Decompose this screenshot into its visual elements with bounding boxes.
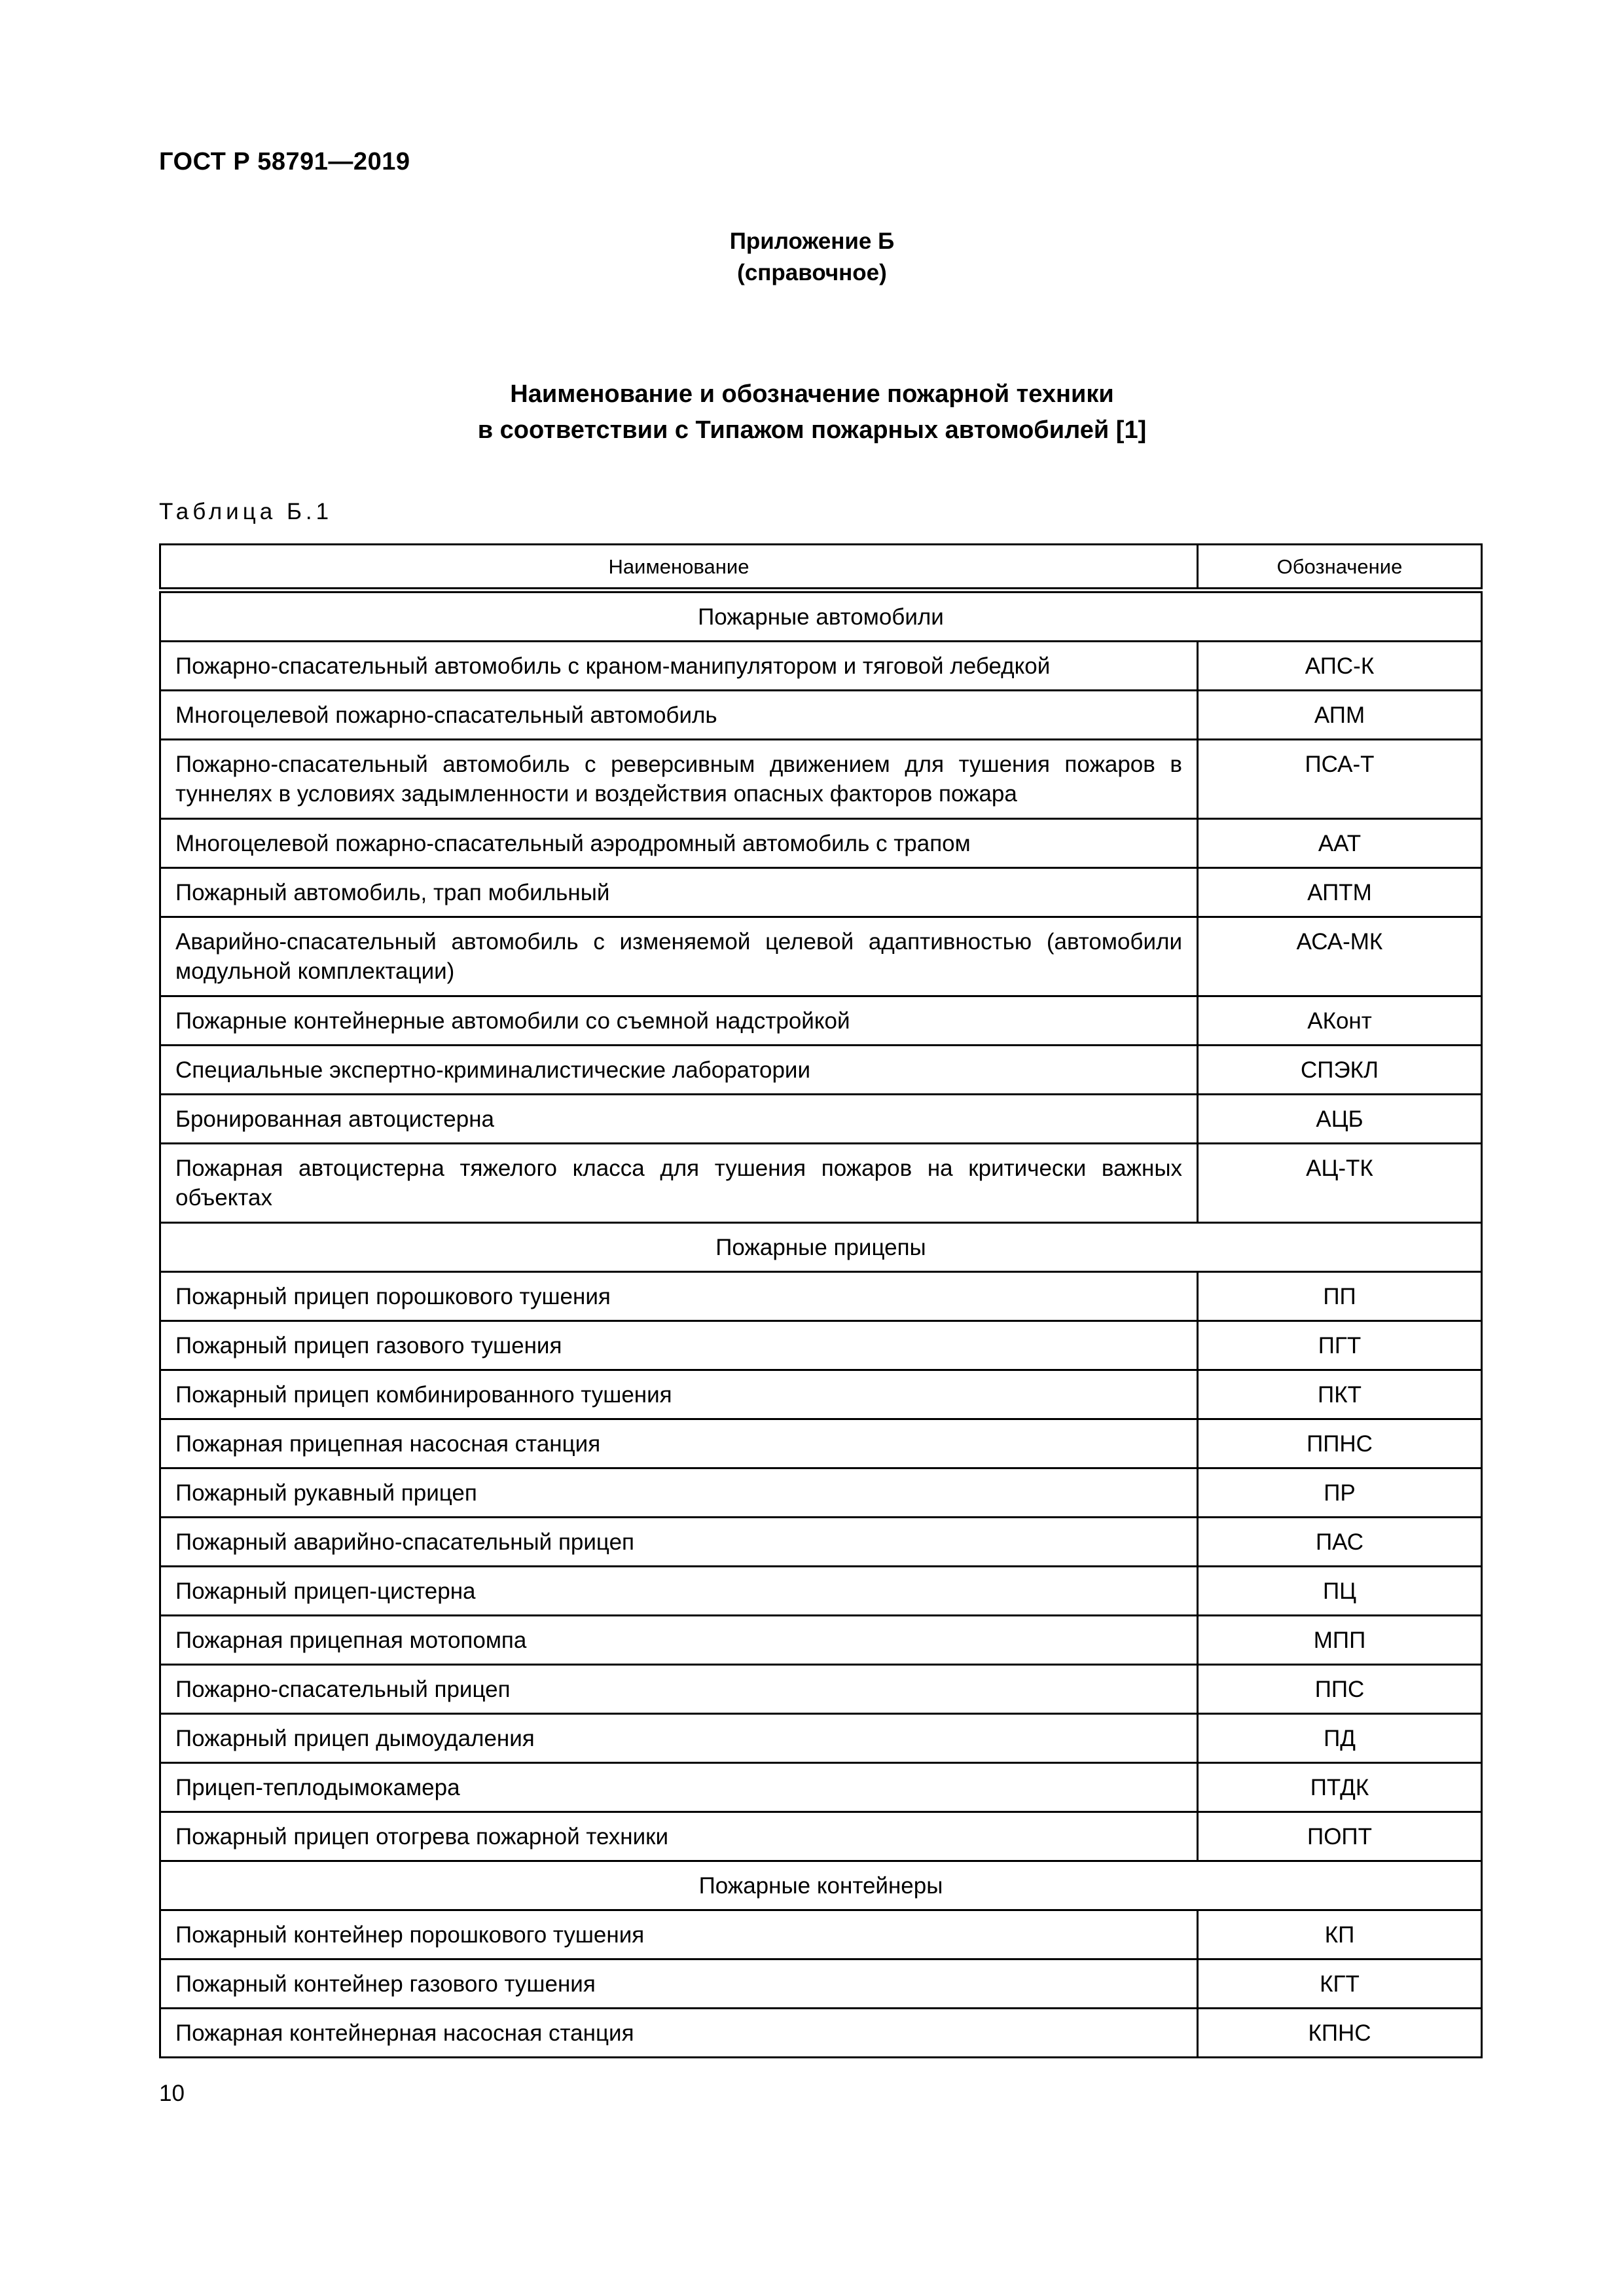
item-name: Пожарные контейнерные автомобили со съемной надстройкой bbox=[160, 996, 1198, 1046]
item-code: ППС bbox=[1198, 1665, 1482, 1714]
item-name: Пожарная автоцистерна тяжелого класса для тушения пожаров на критически важных объектах bbox=[160, 1144, 1198, 1223]
standard-designation: ГОСТ Р 58791—2019 bbox=[159, 148, 410, 175]
table-row bbox=[160, 1370, 1482, 1419]
item-code: АПТМ bbox=[1198, 868, 1482, 917]
table-row bbox=[160, 2009, 1482, 2058]
item-name: Пожарная контейнерная насосная станция bbox=[160, 2009, 1198, 2058]
item-code: АСА-МК bbox=[1198, 917, 1482, 996]
column-header-code: Обозначение bbox=[1198, 545, 1482, 591]
appendix-kind: (справочное) bbox=[737, 260, 887, 285]
table-row bbox=[160, 1959, 1482, 2009]
item-code: ПП bbox=[1198, 1272, 1482, 1321]
item-name: Прицеп-теплодымокамера bbox=[160, 1763, 1198, 1812]
table-row bbox=[160, 1272, 1482, 1321]
item-name: Многоцелевой пожарно-спасательный аэродромный автомобиль с трапом bbox=[160, 819, 1198, 868]
item-name: Аварийно-спасательный автомобиль с изменяемой целевой адаптивностью (автомобили модульной комплектации) bbox=[160, 917, 1198, 996]
document-title-line-1: Наименование и обозначение пожарной техники bbox=[510, 380, 1114, 408]
item-name: Пожарно-спасательный автомобиль с краном-манипулятором и тяговой лебедкой bbox=[160, 642, 1198, 691]
table-row bbox=[160, 1468, 1482, 1518]
table-row bbox=[160, 1763, 1482, 1812]
table-row bbox=[160, 1046, 1482, 1095]
item-code: АЦ-ТК bbox=[1198, 1144, 1482, 1223]
item-name: Пожарный аварийно-спасательный прицеп bbox=[160, 1518, 1198, 1567]
item-code: КГТ bbox=[1198, 1959, 1482, 2009]
table-row bbox=[160, 642, 1482, 691]
table-row bbox=[160, 819, 1482, 868]
table-section-row bbox=[160, 1861, 1482, 1910]
item-name: Пожарно-спасательный автомобиль с реверсивным движением для тушения пожаров в туннелях в условиях задымленности и воздействия опасных факторов пожара bbox=[160, 740, 1198, 819]
item-name: Пожарный автомобиль, трап мобильный bbox=[160, 868, 1198, 917]
item-name: Пожарный прицеп отогрева пожарной техники bbox=[160, 1812, 1198, 1861]
item-code: КП bbox=[1198, 1910, 1482, 1959]
table-row bbox=[160, 1095, 1482, 1144]
table-row bbox=[160, 1567, 1482, 1616]
item-name: Многоцелевой пожарно-спасательный автомобиль bbox=[160, 691, 1198, 740]
item-name: Пожарный прицеп дымоудаления bbox=[160, 1714, 1198, 1763]
item-code: ПТДК bbox=[1198, 1763, 1482, 1812]
item-code: ПАС bbox=[1198, 1518, 1482, 1567]
column-header-name: Наименование bbox=[160, 545, 1198, 591]
table-header-row bbox=[160, 545, 1482, 591]
item-code: КПНС bbox=[1198, 2009, 1482, 2058]
item-name: Пожарный прицеп газового тушения bbox=[160, 1321, 1198, 1370]
item-name: Пожарная прицепная насосная станция bbox=[160, 1419, 1198, 1468]
item-name: Пожарный рукавный прицеп bbox=[160, 1468, 1198, 1518]
item-code: АКонт bbox=[1198, 996, 1482, 1046]
item-code: АПС-К bbox=[1198, 642, 1482, 691]
item-name: Пожарный прицеп порошкового тушения bbox=[160, 1272, 1198, 1321]
table-row bbox=[160, 1419, 1482, 1468]
item-code: ПД bbox=[1198, 1714, 1482, 1763]
item-name: Пожарный контейнер порошкового тушения bbox=[160, 1910, 1198, 1959]
table-row bbox=[160, 1144, 1482, 1223]
item-name: Пожарный прицеп комбинированного тушения bbox=[160, 1370, 1198, 1419]
item-name: Пожарный контейнер газового тушения bbox=[160, 1959, 1198, 2009]
table-row bbox=[160, 996, 1482, 1046]
item-code: СПЭКЛ bbox=[1198, 1046, 1482, 1095]
table-row bbox=[160, 1616, 1482, 1665]
item-name: Пожарная прицепная мотопомпа bbox=[160, 1616, 1198, 1665]
equipment-table bbox=[159, 543, 1483, 2058]
item-name: Бронированная автоцистерна bbox=[160, 1095, 1198, 1144]
table-row bbox=[160, 1812, 1482, 1861]
page-number: 10 bbox=[159, 2081, 185, 2106]
table-row bbox=[160, 740, 1482, 819]
appendix-title: Приложение Б bbox=[729, 228, 895, 254]
item-name: Специальные экспертно-криминалистические лаборатории bbox=[160, 1046, 1198, 1095]
item-code: АПМ bbox=[1198, 691, 1482, 740]
table-row bbox=[160, 1910, 1482, 1959]
section-title: Пожарные контейнеры bbox=[160, 1861, 1482, 1910]
item-code: АЦБ bbox=[1198, 1095, 1482, 1144]
table-section-row bbox=[160, 591, 1482, 642]
table-row bbox=[160, 1518, 1482, 1567]
item-code: ПСА-Т bbox=[1198, 740, 1482, 819]
table-row bbox=[160, 691, 1482, 740]
section-title: Пожарные автомобили bbox=[160, 591, 1482, 642]
item-code: ПОПТ bbox=[1198, 1812, 1482, 1861]
item-code: ПР bbox=[1198, 1468, 1482, 1518]
table-caption: Таблица Б.1 bbox=[159, 499, 333, 524]
table-row bbox=[160, 1321, 1482, 1370]
table-row bbox=[160, 1714, 1482, 1763]
table-row bbox=[160, 1665, 1482, 1714]
item-code: МПП bbox=[1198, 1616, 1482, 1665]
item-name: Пожарный прицеп-цистерна bbox=[160, 1567, 1198, 1616]
item-code: ААТ bbox=[1198, 819, 1482, 868]
document-title-line-2: в соответствии с Типажом пожарных автомобилей [1] bbox=[477, 416, 1147, 444]
item-code: ППНС bbox=[1198, 1419, 1482, 1468]
item-code: ПГТ bbox=[1198, 1321, 1482, 1370]
table-row bbox=[160, 917, 1482, 996]
table-section-row bbox=[160, 1223, 1482, 1272]
item-name: Пожарно-спасательный прицеп bbox=[160, 1665, 1198, 1714]
section-title: Пожарные прицепы bbox=[160, 1223, 1482, 1272]
item-code: ПКТ bbox=[1198, 1370, 1482, 1419]
table-row bbox=[160, 868, 1482, 917]
item-code: ПЦ bbox=[1198, 1567, 1482, 1616]
table-container bbox=[159, 543, 1481, 2058]
